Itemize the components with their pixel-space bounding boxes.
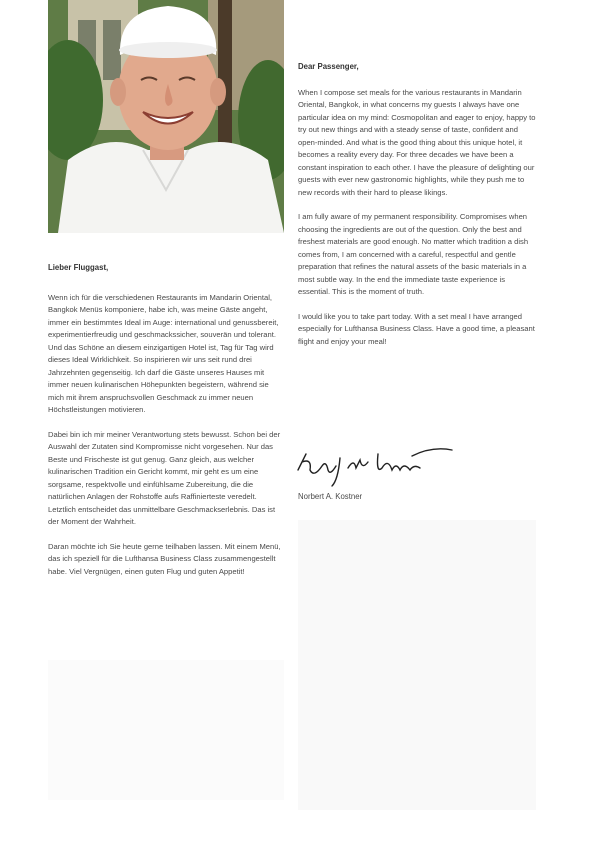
german-letter (48, 262, 284, 590)
german-greeting: Lieber Fluggast, (48, 263, 109, 272)
english-paragraph: I would like you to take part today. With a set meal I have arranged especially for Lufthansa Business Class. Have a good time, a pleasant flight and enjoy your meal! (298, 311, 535, 346)
signature-name: Norbert A. Kostner (298, 492, 363, 501)
chef-photo (48, 0, 284, 233)
english-paragraph: I am fully aware of my permanent responsibility. Compromises when choosing the ingredients are out of the question. Only the best and freshest materials are good enough. No matter which tradition a dish comes from, I am concerned with a careful, respectful and gentle preparation that refines the natural assets of the basic materials in a most subtle way. In the end the immediate taste experience is essential. This is the moment of truth. (298, 212, 529, 296)
english-paragraph: When I compose set meals for the various restaurants in Mandarin Oriental, Bangkok, in what concerns my guests I always have one particular idea on my mind: Cosmopolitan and eager to enjoy, happy to try out new things and with a steady sense of taste, confident and open-minded. And what is the good thing about this unique hotel, it becomes a reality every day. For three decades we have been a constant inspiration to each other. I have the pleasure of delighting our guests with ever new gastronomic highlights, while they push me to new records with their hard to please likings. (298, 87, 536, 197)
chef-portrait-image (48, 0, 284, 233)
show-through-block (48, 660, 284, 800)
english-greeting: Dear Passenger, (298, 62, 359, 71)
german-paragraph: Dabei bin ich mir meiner Verantwortung stets bewusst. Schon bei der Auswahl der Zutaten sind Kompromisse nicht vorgesehen. Nur das Beste und Frischeste ist gut genug. Ganz gleich, aus welcher kulinarischen Tradition ein Gericht kommt, mir geht es um eine sorgsame, respektvolle und einfühlsame Zubereitung, die die natürlichen Anlagen der Rohstoffe aufs Raffinierteste veredelt. Letztlich entscheidet das unmittelbare Geschmackserlebnis. Das ist der Moment der Wahrheit. (48, 429, 281, 526)
german-paragraph: Wenn ich für die verschiedenen Restaurants im Mandarin Oriental, Bangkok Menüs komponiere, habe ich, was meine Gäste angeht, immer ein bestimmtes Ideal im Auge: international und genussbereit, experimentierfreudig und geschmackssicher, souverän und tolerant. Und das Schöne an diesem einzigartigen Hotel ist, Tag für Tag wird dieses Ideal Wirklichkeit. So inspirieren wir uns seit rund drei Jahrzehnten gegenseitig. Ich darf die Gäste unseres Hauses mit immer neuen kulinarischen Höhepunkten begeistern, während sie mich mit ihrem anspruchsvollen Geschmack zu immer neuen Höchstleistungen motivieren. (48, 292, 279, 414)
english-letter (298, 61, 536, 360)
handwritten-signature (292, 440, 467, 490)
german-paragraph: Daran möchte ich Sie heute gerne teilhaben lassen. Mit einem Menü, das ich speziell für die Lufthansa Business Class zusammengestellt habe. Viel Vergnügen, einen guten Flug und guten Appetit! (48, 541, 281, 576)
show-through-block (298, 520, 536, 810)
